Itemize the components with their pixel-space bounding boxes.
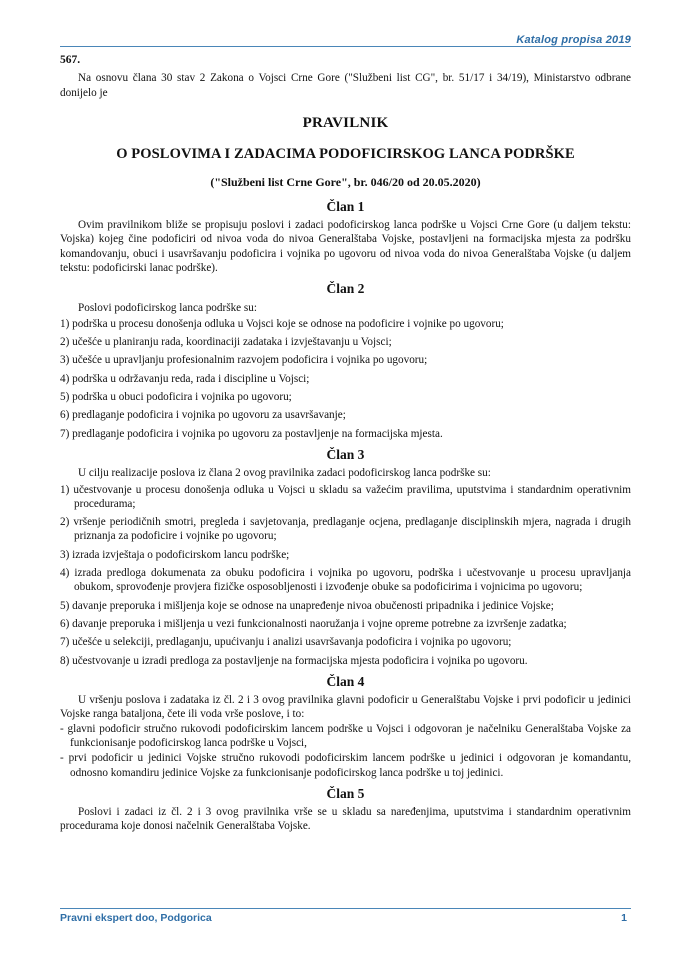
list-item: 7) predlaganje podoficira i vojnika po ugovoru za postavljenje na formacijska mjesta. bbox=[60, 427, 443, 440]
list-item: 6) predlaganje podoficira i vojnika po ugovoru za usavršavanje; bbox=[60, 409, 346, 422]
list-item: 1) podrška u procesu donošenja odluka u Vojsci koje se odnose na podoficire i vojnike po ugovoru; bbox=[60, 317, 504, 330]
article-2-list bbox=[60, 317, 631, 441]
article-5-text: Poslovi i zadaci iz čl. 2 i 3 ovog pravilnika vrše se u skladu sa naređenjima, uputstvima i standardnim operativnim procedurama koje donosi načelnik Generalštaba Vojske. bbox=[60, 806, 631, 833]
article-1-heading: Član 1 bbox=[326, 198, 365, 214]
list-item: - glavni podoficir stručno rukovodi podoficirskim lancem podrške u Vojsci i odgovoran je načelniku Generalštaba Vojske za funkcionisanje podoficirskog lanca podrške u Vojsci, bbox=[60, 722, 631, 749]
page-footer bbox=[60, 908, 631, 924]
list-item: 2) učešće u planiranju rada, koordinaciji zadataka i izvještavanju u Vojsci; bbox=[60, 336, 392, 349]
article-2-heading: Član 2 bbox=[326, 281, 365, 297]
list-item: 7) učešće u selekciji, predlaganju, upućivanju i analizi usavršavanja podoficira i vojnika po ugovoru; bbox=[60, 636, 512, 649]
list-item: 2) vršenje periodičnih smotri, pregleda i savjetovanja, predlaganje ocjena, predlaganje disciplinskih mjera, nagrada i drugih priznanja za podoficire i vojnike po ugovoru; bbox=[60, 516, 631, 543]
list-item: - prvi podoficir u jedinici Vojske stručno rukovodi podoficirskim lancem podrške u jedinici i odgovoran je komandantu, odnosno komandiru jedinice Vojske za funkcionisanje podoficirskog lanca podrške u toj jedinici. bbox=[60, 752, 631, 779]
gazette-reference: ("Službeni list Crne Gore", br. 046/20 od 20.05.2020) bbox=[210, 175, 481, 190]
article-4-list bbox=[60, 722, 631, 780]
preamble: Na osnovu člana 30 stav 2 Zakona o Vojsci Crne Gore ("Službeni list CG", br. 51/17 i 34/19), Ministarstvo odbrane donijelo je bbox=[60, 72, 631, 99]
list-item: 5) podrška u obuci podoficira i vojnika po ugovoru; bbox=[60, 391, 292, 404]
document-title: PRAVILNIK bbox=[302, 114, 389, 131]
list-item: 8) učestvovanje u izradi predloga za postavljenje na formacijska mjesta podoficira i vojnika po ugovoru. bbox=[60, 654, 528, 667]
list-item: 1) učestvovanje u procesu donošenja odluka u Vojsci u skladu sa važećim pravilima, uputstvima i standardnim operativnim procedurama; bbox=[60, 483, 631, 510]
page-number: 1 bbox=[621, 912, 627, 924]
list-item: 5) davanje preporuka i mišljenja koje se odnose na unapređenje nivoa obučenosti pripadnika i jedinice Vojske; bbox=[60, 599, 554, 612]
list-item: 3) učešće u upravljanju profesionalnim razvojem podoficira i vojnika po ugovoru; bbox=[60, 354, 428, 367]
catalog-label: Katalog propisa 2019 bbox=[516, 34, 631, 46]
article-4-heading: Član 4 bbox=[326, 673, 365, 689]
list-item: 4) podrška u održavanju reda, rada i discipline u Vojsci; bbox=[60, 372, 310, 385]
article-1-text: Ovim pravilnikom bliže se propisuju poslovi i zadaci podoficirskog lanca podrške u Vojsci Crne Gore (u daljem tekstu: Vojska) kojeg čine podoficiri od nivoa voda do nivoa Generalštaba Vojske, postavljeni na formacijska mjesta za podršku komandovanju, obuci i usavršavanju podoficira i vojnika po ugovoru od nivoa voda do nivoa Generalštaba Vojske (u daljem tekstu: podoficirski lanac podrške). bbox=[60, 219, 631, 274]
article-4-intro: U vršenju poslova i zadataka iz čl. 2 i 3 ovog pravilnika glavni podoficir u Generalštabu Vojske i prvi podoficir u jedinici Vojske ranga bataljona, čete ili voda vrše poslove, i to: bbox=[60, 694, 631, 721]
list-item: 4) izrada predloga dokumenata za obuku podoficira i vojnika po ugovoru, podrška i učestvovanje u procesu upravljanja obukom, sprovođenje provjera fizičke osposobljenosti i izvođenje obuke sa podoficirima i vojnicima po ugovoru; bbox=[60, 567, 631, 594]
article-3-heading: Član 3 bbox=[326, 446, 365, 462]
page-header bbox=[60, 30, 631, 47]
list-item: 6) davanje preporuka i mišljenja u vezi funkcionalnosti naoružanja i vojne opreme potrebne za izvršenje zadatka; bbox=[60, 617, 567, 630]
article-2-intro: Poslovi podoficirskog lanca podrške su: bbox=[78, 301, 257, 314]
document-body bbox=[60, 53, 631, 834]
article-3-intro: U cilju realizacije poslova iz člana 2 ovog pravilnika zadaci podoficirskog lanca podrške su: bbox=[78, 467, 491, 480]
regulation-number: 567. bbox=[60, 54, 81, 66]
article-5-heading: Član 5 bbox=[326, 785, 365, 801]
document-subtitle: O POSLOVIMA I ZADACIMA PODOFICIRSKOG LANCA PODRŠKE bbox=[116, 146, 575, 163]
list-item: 3) izrada izvještaja o podoficirskom lancu podrške; bbox=[60, 548, 290, 561]
publisher-label: Pravni ekspert doo, Podgorica bbox=[60, 912, 212, 924]
article-3-list bbox=[60, 483, 631, 668]
